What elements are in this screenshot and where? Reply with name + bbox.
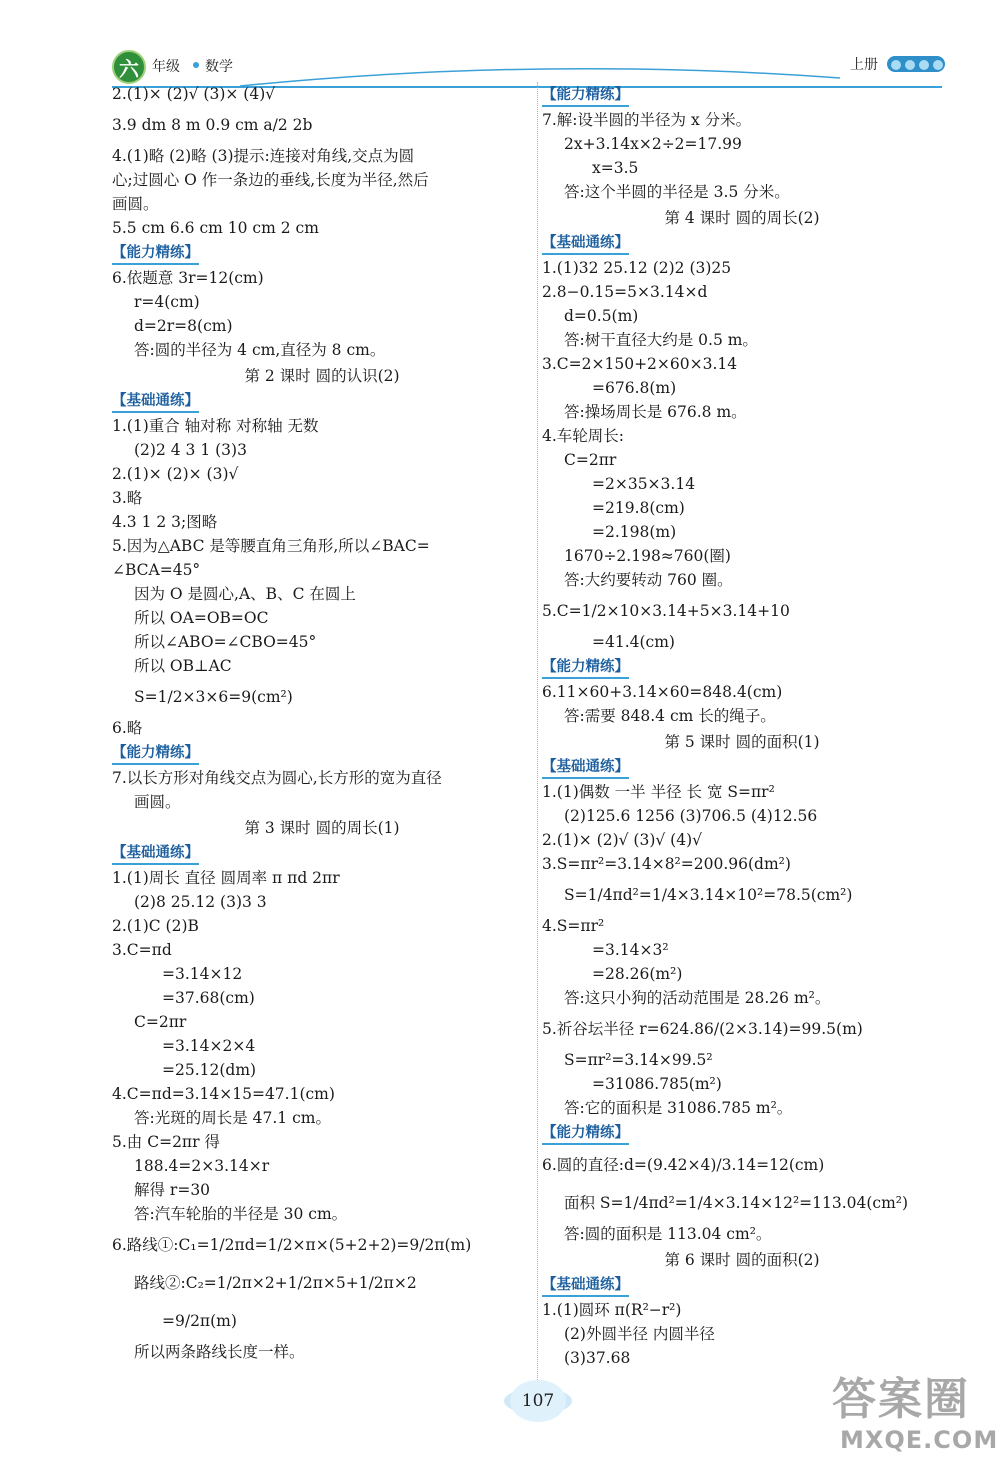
answer-line: =2.198(m) (592, 523, 677, 541)
answer-line: 1.(1)重合 轴对称 对称轴 无数 (112, 417, 319, 435)
volume-label: 上册 (850, 57, 878, 73)
answer-line: 4.车轮周长: (542, 427, 625, 445)
left-section-row (112, 388, 532, 414)
section-heading: 【基础通练】 (112, 391, 199, 413)
answer-line: 答:圆的半径为 4 cm,直径为 8 cm。 (134, 341, 386, 359)
answer-line: 4.C=πd=3.14×15=47.1(cm) (112, 1085, 335, 1103)
answer-line: C=2πr (134, 1013, 187, 1031)
answer-line: 6.圆的直径:d=(9.42×4)/3.14=12(cm) (542, 1156, 825, 1174)
answer-line: (2)2 4 3 1 (3)3 (134, 441, 247, 459)
answer-line: 5.祈谷坛半径 r=624.86/(2×3.14)=99.5(m) (542, 1020, 863, 1038)
answer-line: 3.C=2×150+2×60×3.14 (542, 355, 738, 373)
answer-line: =31086.785(m²) (592, 1075, 722, 1093)
section-heading: 【基础通练】 (542, 1275, 629, 1297)
right-section-row (542, 754, 942, 780)
right-section-row (542, 82, 942, 108)
right-section-row (542, 654, 942, 680)
answer-line: d=0.5(m) (564, 307, 639, 325)
answer-line: 2x+3.14x×2÷2=17.99 (564, 135, 742, 153)
page-number: 107 (510, 1380, 566, 1422)
left-section-row (112, 740, 532, 766)
answer-line: 答:大约要转动 760 圈。 (564, 571, 733, 589)
section-heading: 【基础通练】 (542, 757, 629, 779)
subject-label: 数学 (205, 59, 233, 75)
answer-line: 6.略 (112, 719, 143, 737)
answer-line: 所以∠ABO=∠CBO=45° (134, 633, 317, 651)
grade-badge: 六 (112, 50, 146, 84)
answer-line: 答:光斑的周长是 47.1 cm。 (134, 1109, 331, 1127)
section-heading: 【能力精练】 (112, 743, 199, 765)
answer-line: 面积 S=1/4πd²=1/4×3.14×12²=113.04(cm²) (564, 1194, 909, 1212)
answer-line: (2)8 25.12 (3)3 3 (134, 893, 267, 911)
answer-line: 所以 OB⊥AC (134, 657, 232, 675)
answer-line: 5.5 cm 6.6 cm 10 cm 2 cm (112, 219, 319, 237)
answer-line: ∠BCA=45° (112, 561, 201, 579)
answer-line: 6.依题意 3r=12(cm) (112, 269, 264, 287)
answer-line: =41.4(cm) (592, 633, 675, 651)
answer-line: 3.略 (112, 489, 143, 507)
answer-line: 3.S=πr²=3.14×8²=200.96(dm²) (542, 855, 791, 873)
answer-line: 所以两条路线长度一样。 (134, 1343, 305, 1361)
answer-line: 答:汽车轮胎的半径是 30 cm。 (134, 1205, 348, 1223)
answer-line: 5.C=1/2×10×3.14+5×3.14+10 (542, 602, 790, 620)
answer-line: r=4(cm) (134, 293, 200, 311)
lesson-title: 第 5 课时 圆的面积(1) (664, 733, 820, 751)
answer-line: d=2r=8(cm) (134, 317, 233, 335)
answer-line: 画圆。 (112, 195, 159, 213)
answer-line: 3.9 dm 8 m 0.9 cm a/2 2b (112, 116, 313, 134)
answer-line: 答:这个半圆的半径是 3.5 分米。 (564, 183, 790, 201)
answer-line: 4.S=πr² (542, 917, 605, 935)
lesson-title: 第 4 课时 圆的周长(2) (664, 209, 820, 227)
answer-line: 6.11×60+3.14×60=848.4(cm) (542, 683, 783, 701)
answer-line: 因为 O 是圆心,A、B、C 在圆上 (134, 585, 356, 603)
column-divider (537, 82, 538, 1382)
answer-line: 解得 r=30 (134, 1181, 211, 1199)
left-section-row (112, 240, 532, 266)
answer-line: 7.解:设半圆的半径为 x 分米。 (542, 111, 752, 129)
answer-line: =676.8(m) (592, 379, 677, 397)
answer-line: S=1/2×3×6=9(cm²) (134, 688, 293, 706)
answer-line: =2×35×3.14 (592, 475, 696, 493)
answer-line: 1.(1)周长 直径 圆周率 π πd 2πr (112, 869, 340, 887)
brand-logo-icon (887, 56, 945, 72)
answer-line: =28.26(m²) (592, 965, 683, 983)
answer-line: 画圆。 (134, 793, 181, 811)
right-section-row (542, 1120, 942, 1146)
answer-line: 1.(1)偶数 一半 半径 长 宽 S=πr² (542, 783, 775, 801)
answer-line: 1670÷2.198≈760(圈) (564, 547, 731, 565)
watermark-main: 答案圈 (832, 1374, 970, 1425)
answer-line: 所以 OA=OB=OC (134, 609, 269, 627)
answer-line: S=πr²=3.14×99.5² (564, 1051, 713, 1069)
answer-line: 1.(1)圆环 π(R²−r²) (542, 1301, 682, 1319)
answer-line: =3.14×12 (162, 965, 243, 983)
answer-line: 4.3 1 2 3;图略 (112, 513, 218, 531)
lesson-title: 第 6 课时 圆的面积(2) (664, 1251, 820, 1269)
answer-line: x=3.5 (592, 159, 639, 177)
section-heading: 【能力精练】 (542, 85, 629, 107)
answer-line: (2)外圆半径 内圆半径 (564, 1325, 715, 1343)
header-dot-icon (193, 62, 199, 68)
section-heading: 【能力精练】 (542, 1123, 629, 1145)
answer-line: 3.C=πd (112, 941, 172, 959)
left-column (112, 82, 532, 1364)
lesson-title: 第 2 课时 圆的认识(2) (244, 367, 400, 385)
answer-line: C=2πr (564, 451, 617, 469)
answer-line: 5.由 C=2πr 得 (112, 1133, 220, 1151)
answer-line: =9/2π(m) (162, 1312, 237, 1330)
watermark-site: MXQE.COM (840, 1426, 999, 1454)
answer-line: 6.路线①:C₁=1/2πd=1/2×π×(5+2+2)=9/2π(m) (112, 1236, 472, 1254)
answer-line: 2.8−0.15=5×3.14×d (542, 283, 708, 301)
answer-line: (3)37.68 (564, 1349, 631, 1367)
answer-line: =25.12(dm) (162, 1061, 257, 1079)
answer-line: 2.(1)× (2)× (3)√ (112, 465, 239, 483)
watermark (832, 1374, 999, 1466)
answer-line: 7.以长方形对角线交点为圆心,长方形的宽为直径 (112, 769, 442, 787)
answer-line: (2)125.6 1256 (3)706.5 (4)12.56 (564, 807, 818, 825)
answer-line: 答:操场周长是 676.8 m。 (564, 403, 747, 421)
answer-line: 心;过圆心 O 作一条边的垂线,长度为半径,然后 (112, 171, 429, 189)
answer-line: 1.(1)32 25.12 (2)2 (3)25 (542, 259, 732, 277)
answer-line: 188.4=2×3.14×r (134, 1157, 270, 1175)
section-heading: 【基础通练】 (112, 843, 199, 865)
answer-line: 答:它的面积是 31086.785 m²。 (564, 1099, 793, 1117)
left-section-row (112, 840, 532, 866)
answer-line: 答:圆的面积是 113.04 cm²。 (564, 1225, 772, 1243)
answer-line: 2.(1)× (2)√ (3)√ (4)√ (542, 831, 703, 849)
lesson-title: 第 3 课时 圆的周长(1) (244, 819, 400, 837)
answer-line: =3.14×2×4 (162, 1037, 256, 1055)
answer-line: 2.(1)C (2)B (112, 917, 199, 935)
answer-line: =219.8(cm) (592, 499, 685, 517)
answer-line: 答:树干直径大约是 0.5 m。 (564, 331, 758, 349)
right-column (542, 82, 942, 1370)
answer-line: 4.(1)略 (2)略 (3)提示:连接对角线,交点为圆 (112, 147, 415, 165)
grade-label: 年级 (152, 59, 180, 75)
section-heading: 【能力精练】 (112, 243, 199, 265)
answer-line: =37.68(cm) (162, 989, 255, 1007)
answer-line: 5.因为△ABC 是等腰直角三角形,所以∠BAC= (112, 537, 430, 555)
right-section-row (542, 1272, 942, 1298)
section-heading: 【基础通练】 (542, 233, 629, 255)
answer-line: 2.(1)× (2)√ (3)× (4)√ (112, 85, 276, 103)
answer-line: 答:需要 848.4 cm 长的绳子。 (564, 707, 776, 725)
answer-line: 路线②:C₂=1/2π×2+1/2π×5+1/2π×2 (134, 1274, 417, 1292)
answer-line: S=1/4πd²=1/4×3.14×10²=78.5(cm²) (564, 886, 853, 904)
answer-line: =3.14×3² (592, 941, 669, 959)
right-section-row (542, 230, 942, 256)
answer-line: 答:这只小狗的活动范围是 28.26 m²。 (564, 989, 831, 1007)
section-heading: 【能力精练】 (542, 657, 629, 679)
